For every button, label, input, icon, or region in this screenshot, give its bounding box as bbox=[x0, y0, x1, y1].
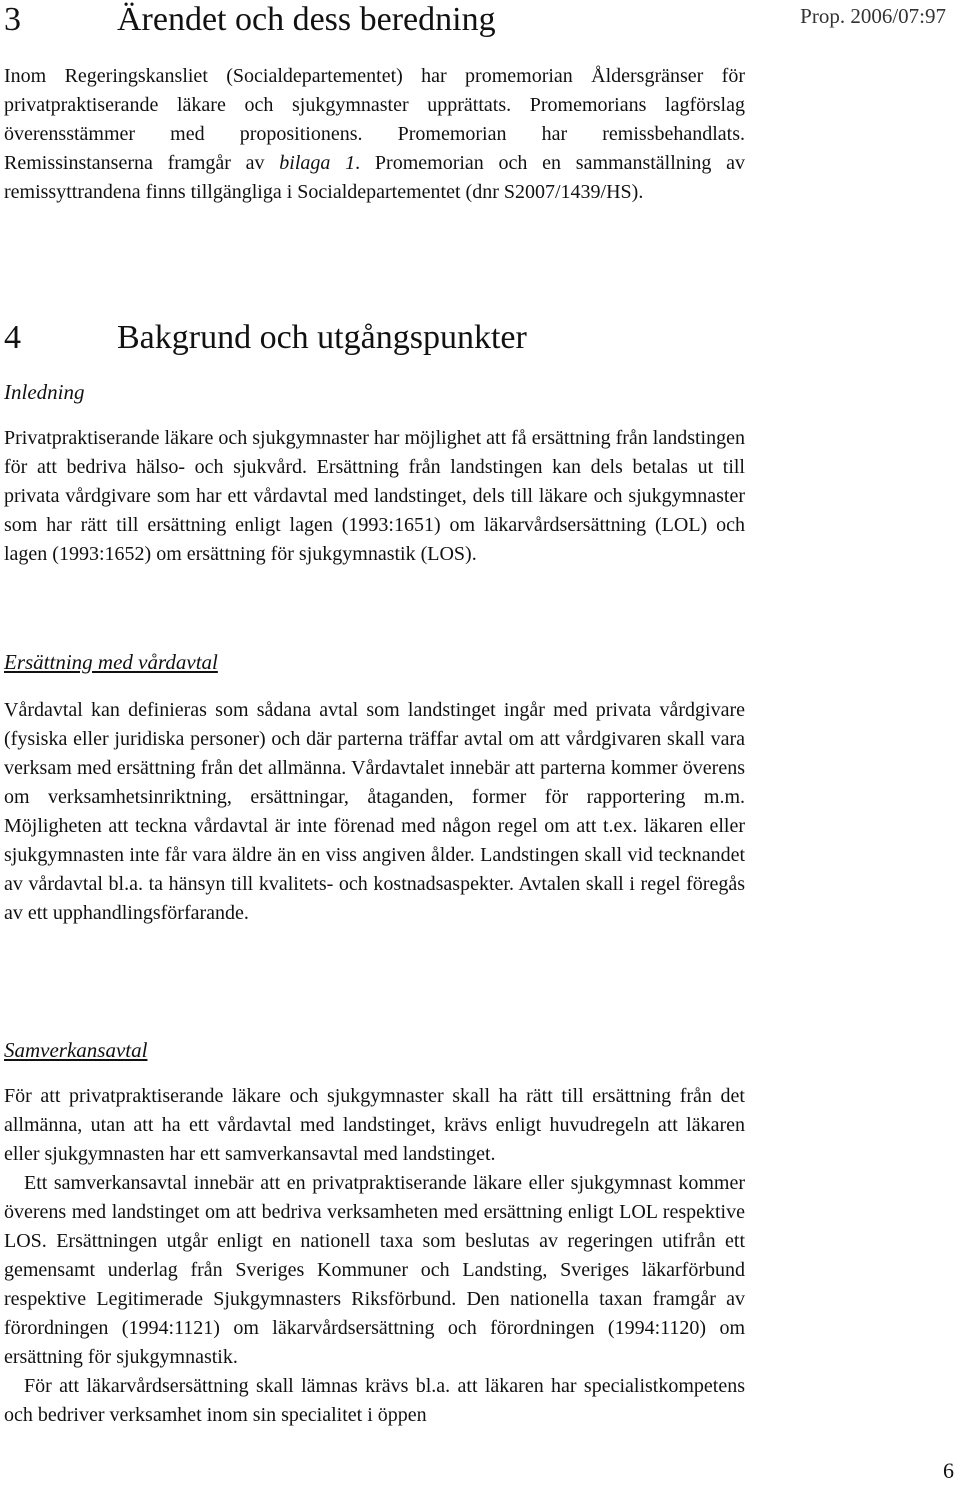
vardavtal-paragraph: Vårdavtal kan definieras som sådana avtal som landstinget ingår med privata vårdgivare (fysiska eller juridiska personer) och där parterna träffar avtal om att vårdgivaren skall vara verksam med ersättning från det allmänna. Vårdavtalet innebär att parterna kommer överens om verksamhetsinriktning, ersättningar, åtaganden, former för rapportering m.m. Möjligheten att teckna vårdavtal är inte förenad med någon regel om att t.ex. läkaren eller sjukgymnasten inte får vara äldre än en viss angiven ålder. Landstingen skall vid tecknandet av vårdavtal bl.a. ta hänsyn till kvalitets- och kostnadsaspekter. Avtalen skall i regel föregås av ett upphandlingsförfarande. bbox=[4, 699, 745, 924]
page-number: 6 bbox=[943, 1458, 954, 1483]
inledning-paragraph: Privatpraktiserande läkare och sjukgymnaster har möjlighet att få ersättning från landstingen för att bedriva hälso- och sjukvård. Ersättning från landstingen kan dels betalas ut till privata vårdgivare som har ett vårdavtal med landstinget, dels till läkare och sjukgymnaster som har rätt till ersättning enligt lagen (1993:1651) om läkarvårdsersättning (LOL) och lagen (1993:1652) om ersättning för sjukgymnastik (LOS). bbox=[4, 427, 745, 565]
vardavtal-body bbox=[4, 696, 745, 928]
section-4-heading bbox=[4, 318, 745, 358]
subheading-samverkansavtal: Samverkansavtal bbox=[4, 1038, 148, 1062]
section-3-title: Ärendet och dess beredning bbox=[117, 1, 496, 38]
bilaga-reference: bilaga 1 bbox=[279, 152, 356, 174]
section-4-title: Bakgrund och utgångspunkter bbox=[117, 319, 527, 356]
inledning-body bbox=[4, 424, 745, 569]
subheading-inledning: Inledning bbox=[4, 380, 85, 404]
samverkansavtal-paragraph-1: För att privatpraktiserande läkare och sjukgymnaster skall ha rätt till ersättning från det allmänna, utan att ha ett vårdavtal med landstinget, krävs enligt huvudregeln att läkaren eller sjukgymnasten har ett samverkansavtal med landstinget. bbox=[4, 1085, 745, 1165]
samverkansavtal-paragraph-3: För att läkarvårdsersättning skall lämnas krävs bl.a. att läkaren har specialistkompetens och bedriver verksamhet inom sin specialitet i öppen bbox=[4, 1375, 745, 1426]
section-4-number: 4 bbox=[4, 319, 21, 356]
samverkansavtal-body bbox=[4, 1082, 745, 1430]
section-3-paragraph bbox=[4, 62, 745, 207]
proposition-reference: Prop. 2006/07:97 bbox=[800, 4, 946, 28]
paragraph-text-end: . Promemorian och en sammanställning av remissyttrandena finns tillgängliga i Socialdepartementet (dnr S2007/1439/HS). bbox=[4, 152, 745, 203]
section-3-heading bbox=[4, 0, 745, 40]
section-3-body bbox=[4, 62, 745, 207]
paragraph-text: Inom Regeringskansliet (Socialdepartementet) har promemorian Åldersgränser för privatpraktiserande läkare och sjukgymnaster upprättats. Promemorians lagförslag överensstämmer med propositionens. Promemorian har remissbehandlats. Remissinstanserna framgår av bbox=[4, 65, 745, 174]
section-3-number: 3 bbox=[4, 1, 21, 38]
subheading-ersattning-med-vardavtal: Ersättning med vårdavtal bbox=[4, 650, 218, 674]
samverkansavtal-paragraph-2: Ett samverkansavtal innebär att en privatpraktiserande läkare eller sjukgymnast kommer överens med landstinget om att bedriva verksamheten med ersättning enligt LOL respektive LOS. Ersättningen utgår enligt en nationell taxa som beslutas av regeringen utifrån ett gemensamt underlag från Sveriges Kommuner och Landsting, Sveriges läkarförbund respektive Legitimerade Sjukgymnasters Riksförbund. Den nationella taxan framgår av förordningen (1994:1121) om läkarvårdsersättning och förordningen (1994:1120) om ersättning för sjukgymnastik. bbox=[4, 1172, 745, 1368]
